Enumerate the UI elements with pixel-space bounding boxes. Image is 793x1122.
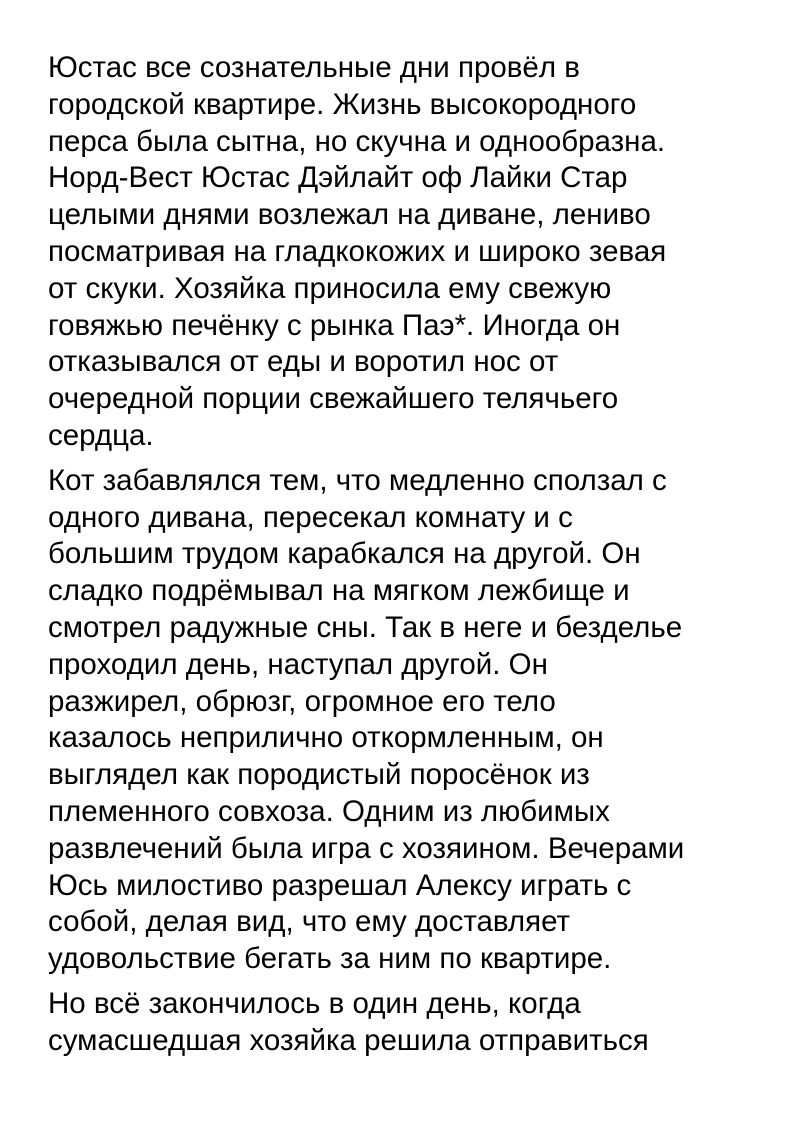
text-line: проходил день, наступал другой. Он xyxy=(48,647,548,681)
text-line: племенного совхоза. Одним из любимых xyxy=(48,794,610,828)
paragraph-3 xyxy=(48,986,758,1060)
text-line: удовольствие бегать за ним по квартире. xyxy=(48,942,612,976)
text-line: одного дивана, пересекал комнату и с xyxy=(48,500,573,534)
text-line: Но всё закончилось в один день, когда xyxy=(48,986,581,1020)
text-line: городской квартире. Жизнь высокородного xyxy=(48,87,637,121)
document-page xyxy=(48,50,758,1068)
text-line: развлечений была игра с хозяином. Вечерами xyxy=(48,831,685,865)
text-line: от скуки. Хозяйка приносила ему свежую xyxy=(48,271,612,305)
text-line: говяжью печёнку с рынка Паэ*. Иногда он xyxy=(48,308,621,342)
text-line: выглядел как породистый поросёнок из xyxy=(48,758,590,792)
text-line: Норд-Вест Юстас Дэйлайт оф Лайки Стар xyxy=(48,161,628,195)
text-line: разжирел, обрюзг, огромное его тело xyxy=(48,684,556,718)
paragraph-1 xyxy=(48,50,758,455)
text-line: перса была сытна, но скучна и однообразна. xyxy=(48,124,666,158)
text-line: сладко подрёмывал на мягком лежбище и xyxy=(48,574,630,608)
text-line: собой, делая вид, что ему доставляет xyxy=(48,905,571,939)
text-line: большим трудом карабкался на другой. Он xyxy=(48,537,641,571)
text-line: Юсь милостиво разрешал Алексу играть с xyxy=(48,868,632,902)
text-line: сумасшедшая хозяйка решила отправиться xyxy=(48,1023,649,1057)
text-line: Юстас все сознательные дни провёл в xyxy=(48,51,580,84)
text-line: отказывался от еды и воротил нос от xyxy=(48,345,559,379)
text-line: смотрел радужные сны. Так в неге и безделье xyxy=(48,610,683,644)
text-line: сердца. xyxy=(48,418,154,452)
text-line: целыми днями возлежал на диване, лениво xyxy=(48,198,651,232)
text-line: посматривая на гладкокожих и широко зевая xyxy=(48,234,667,268)
text-line: казалось неприлично откормленным, он xyxy=(48,721,604,755)
paragraph-2 xyxy=(48,463,758,978)
text-line: очередной порции свежайшего телячьего xyxy=(48,382,619,416)
text-line: Кот забавлялся тем, что медленно сползал с xyxy=(48,463,667,497)
